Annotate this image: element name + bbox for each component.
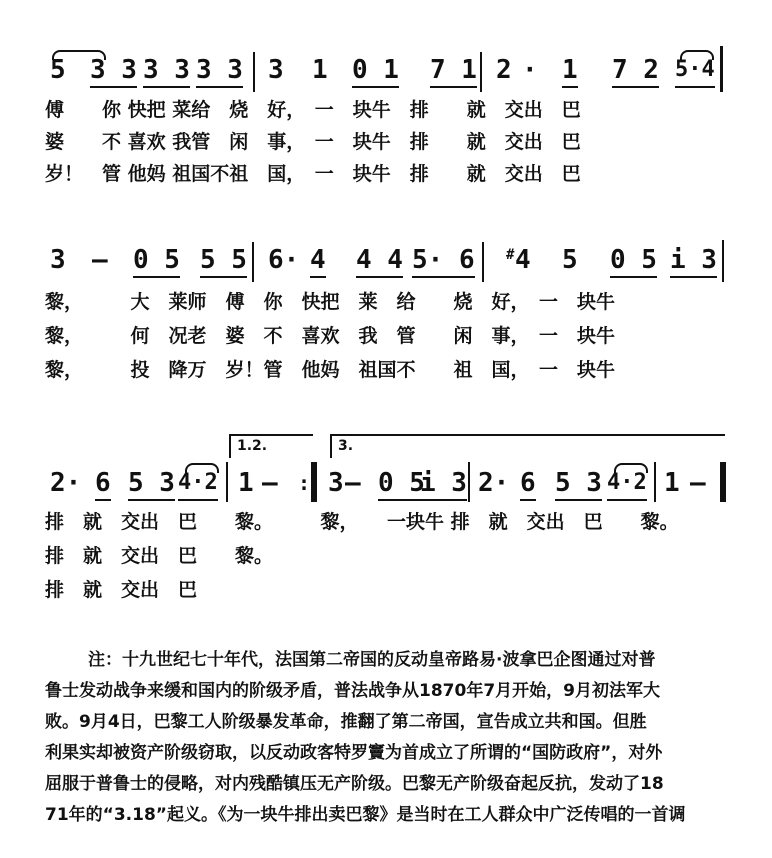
dot: ·	[522, 55, 538, 85]
footnote-line: 败。9月4日，巴黎工人阶级暴发革命，推翻了第二帝国，宣告成立共和国。但胜	[45, 712, 647, 732]
barline	[720, 46, 723, 92]
lyric-line: 婆 不 喜欢 我管 闲 事， 一 块牛 排 就 交出 巴	[45, 131, 581, 153]
barline	[482, 242, 484, 282]
barline	[480, 52, 482, 92]
footnote-line: 71年的“3.18”起义。《为一块牛排出卖巴黎》是当时在工人群众中广泛传唱的一首调	[45, 805, 686, 825]
note: 6·	[268, 245, 300, 275]
note-group: 5 5	[200, 245, 247, 278]
note: 4	[515, 245, 531, 275]
note-group: 0 5	[378, 468, 425, 501]
footnote-line: 利果实却被资产阶级窃取，以反动政客特罗竇为首成立了所谓的“国防政府”，对外	[45, 743, 663, 763]
dash: —	[345, 468, 361, 498]
volta-1: 1.2.	[229, 434, 313, 458]
note: 3	[328, 468, 344, 498]
note: 6	[520, 468, 536, 501]
note: 1	[664, 468, 680, 498]
footnote-line: 注：十九世纪七十年代，法国第二帝国的反动皇帝路易·波拿巴企图通过对普	[88, 650, 656, 670]
volta-2: 3.	[330, 434, 725, 458]
lyric-line: 黎， 大 莱师 傅 你 快把 莱 给 烧 好， 一 块牛	[45, 291, 616, 313]
dash: —	[690, 468, 706, 498]
note: 5	[562, 245, 578, 275]
lyric-line: 岁！ 管 他妈 祖国不祖 国， 一 块牛 排 就 交出 巴	[45, 163, 581, 185]
note-group: 3 3	[90, 55, 137, 88]
note-group: 5· 6	[412, 245, 475, 278]
barline	[253, 52, 255, 92]
note-group: 0 1	[352, 55, 399, 88]
repeat-barline	[311, 462, 317, 502]
lyric-line: 傅 你 快把 菜给 烧 好， 一 块牛 排 就 交出 巴	[45, 99, 581, 121]
note: 1	[312, 55, 328, 85]
note: 2·	[478, 468, 510, 498]
barline	[252, 242, 254, 282]
dash: —	[92, 245, 108, 275]
note: 5	[50, 55, 66, 85]
barline	[226, 462, 228, 502]
lyric-line: 排 就 交出 巴 黎。 黎， 一块牛 排 就 交出 巴 黎。	[45, 511, 679, 533]
footnote-line: 屈服于普鲁士的侵略，对内残酷镇压无产阶级。巴黎无产阶级奋起反抗，发动了18	[45, 774, 664, 794]
note-group: 7 1	[430, 55, 477, 88]
note: 2·	[50, 468, 82, 498]
note-group: 4·2	[607, 468, 647, 501]
note-group: i 3	[670, 245, 717, 278]
note: 4	[310, 245, 326, 278]
final-barline	[720, 462, 726, 502]
note-group: 4 4	[356, 245, 403, 278]
note-group: 0 5	[133, 245, 180, 278]
note-group: 3 3	[196, 55, 243, 88]
note-group: 4·2	[178, 468, 218, 501]
barline	[468, 462, 470, 502]
footnote-line: 鲁士发动战争来缓和国内的阶级矛盾，普法战争从1870年7月开始，9月初法军大	[45, 681, 660, 701]
sharp: #	[506, 247, 515, 263]
note-group: 5 3	[555, 468, 602, 501]
note-group: i 3	[420, 468, 467, 501]
note-group: 5·4	[675, 55, 715, 88]
dash: —	[262, 468, 278, 498]
note: 1	[238, 468, 254, 498]
barline	[722, 240, 724, 282]
lyric-line: 黎， 何 况老 婆 不 喜欢 我 管 闲 事， 一 块牛	[45, 325, 616, 347]
lyric-line: 排 就 交出 巴	[45, 579, 198, 601]
lyric-line: 排 就 交出 巴 黎。	[45, 545, 274, 567]
repeat-dots: :	[298, 471, 311, 495]
barline	[654, 462, 656, 502]
lyric-line: 黎， 投 降万 岁！管 他妈 祖国不 祖 国， 一 块牛	[45, 359, 616, 381]
note: 2	[496, 55, 512, 85]
note-group: 7 2	[612, 55, 659, 88]
note-group: 0 5	[610, 245, 657, 278]
note: 6	[95, 468, 111, 501]
note-group: 3 3	[143, 55, 190, 88]
note-group: 5 3	[128, 468, 175, 501]
note: 1	[562, 55, 578, 88]
note: 3	[50, 245, 66, 275]
note: 3	[268, 55, 284, 85]
